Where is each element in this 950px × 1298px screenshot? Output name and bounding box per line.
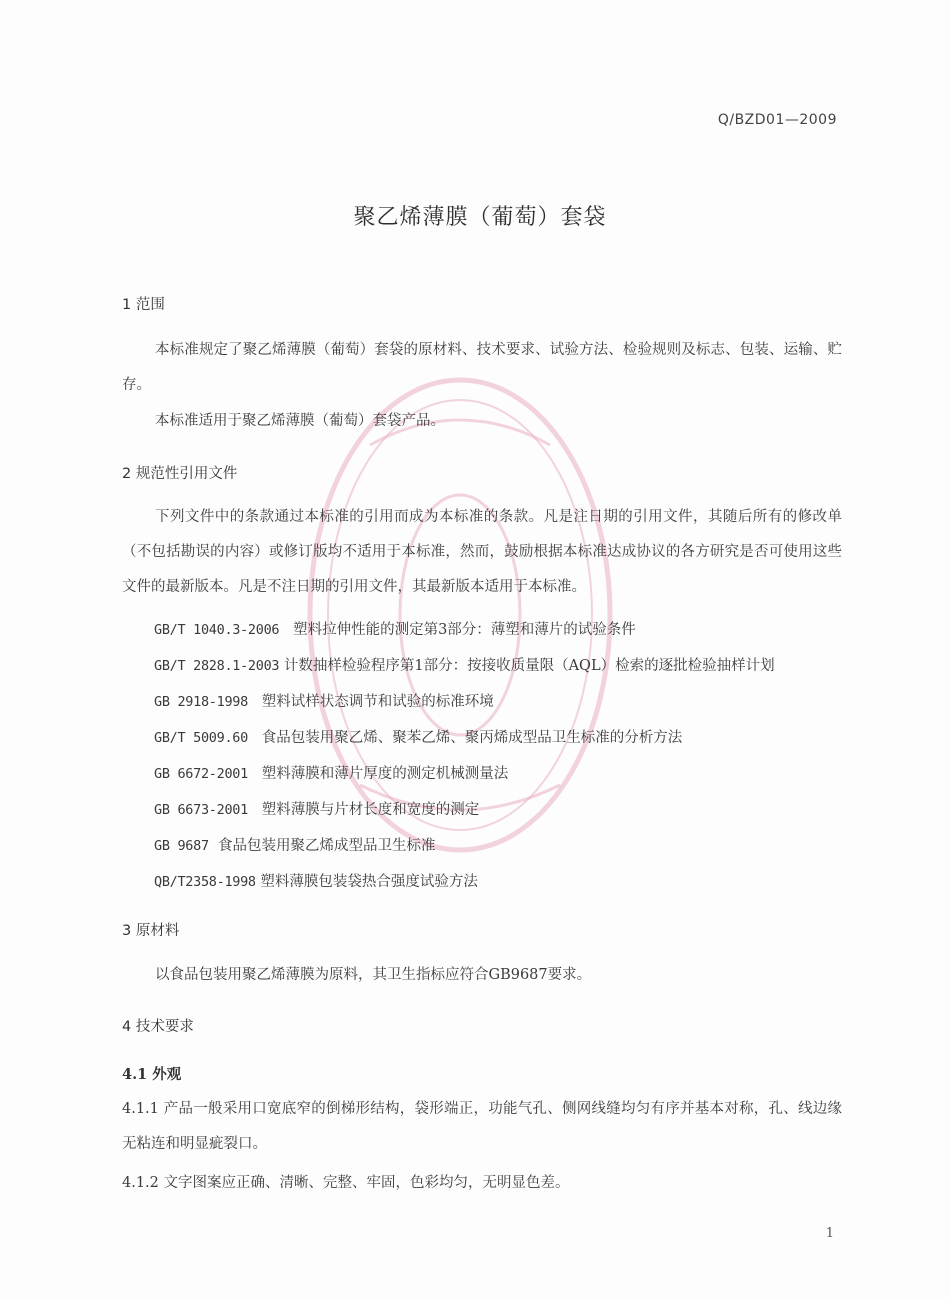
reference-code: GB 9687 [154, 838, 209, 854]
page-number: 1 [825, 1226, 834, 1241]
reference-title: 塑料薄膜与片材长度和宽度的测定 [261, 802, 480, 818]
reference-code: GB 6672-2001 [154, 766, 248, 782]
reference-title: 食品包装用聚乙烯成型品卫生标准 [218, 838, 436, 854]
reference-item [154, 798, 479, 819]
reference-item [154, 762, 508, 783]
reference-code: GB/T 2828.1-2003 [154, 658, 280, 674]
reference-title: 计数抽样检验程序第1部分：按接收质量限（AQL）检索的逐批检验抽样计划 [283, 658, 775, 674]
section-1-paragraph-1: 本标准规定了聚乙烯薄膜（葡萄）套袋的原材料、技术要求、试验方法、检验规则及标志、包装、运输、贮存。 [122, 342, 842, 393]
reference-item [154, 726, 682, 747]
reference-code: GB/T 5009.60 [154, 730, 248, 746]
reference-title: 塑料试样状态调节和试验的标准环境 [261, 694, 494, 710]
reference-item [154, 690, 494, 711]
subsection-4-1-heading: 4.1 外观 [122, 1066, 182, 1083]
reference-code: GB 6673-2001 [154, 802, 248, 818]
clause-4-1-2: 4.1.2 文字图案应正确、清晰、完整、牢固，色彩均匀，无明显色差。 [122, 1175, 570, 1191]
reference-title: 塑料拉伸性能的测定第3部分：薄塑和薄片的试验条件 [293, 622, 636, 638]
reference-item [154, 654, 775, 675]
section-1-paragraph-2: 本标准适用于聚乙烯薄膜（葡萄）套袋产品。 [155, 413, 445, 429]
section-3-heading: 3 原材料 [122, 923, 180, 939]
section-2-heading: 2 规范性引用文件 [122, 466, 238, 482]
reference-title: 塑料薄膜包装袋热合强度试验方法 [260, 874, 478, 890]
reference-item [154, 834, 436, 855]
clause-4-1-1: 4.1.1 产品一般采用口宽底窄的倒梯形结构，袋形端正，功能气孔、侧网线缝均匀有序并基本对称，孔、线边缘无粘连和明显疵裂口。 [122, 1101, 842, 1152]
section-2-paragraph-1: 下列文件中的条款通过本标准的引用而成为本标准的条款。凡是注日期的引用文件，其随后所有的修改单（不包括勘误的内容）或修订版均不适用于本标准，然而，鼓励根据本标准达成协议的各方研究是否可使用这些文件的最新版本。凡是不注日期的引用文件，其最新版本适用于本标准。 [122, 509, 842, 595]
reference-code: GB/T 1040.3-2006 [154, 622, 280, 638]
reference-code: QB/T2358-1998 [154, 874, 256, 890]
reference-item [154, 870, 478, 891]
reference-title: 塑料薄膜和薄片厚度的测定机械测量法 [261, 766, 509, 782]
reference-code: GB 2918-1998 [154, 694, 248, 710]
seal-stamp [300, 365, 620, 865]
section-3-paragraph-1: 以食品包装用聚乙烯薄膜为原料，其卫生指标应符合GB9687要求。 [155, 967, 592, 983]
reference-title: 食品包装用聚乙烯、聚苯乙烯、聚丙烯成型品卫生标准的分析方法 [261, 730, 683, 746]
document-title: 聚乙烯薄膜（葡萄）套袋 [353, 205, 607, 230]
standard-code: Q/BZD01—2009 [717, 112, 837, 128]
reference-item [154, 618, 636, 639]
section-4-heading: 4 技术要求 [122, 1019, 194, 1035]
section-1-heading: 1 范围 [122, 297, 165, 313]
